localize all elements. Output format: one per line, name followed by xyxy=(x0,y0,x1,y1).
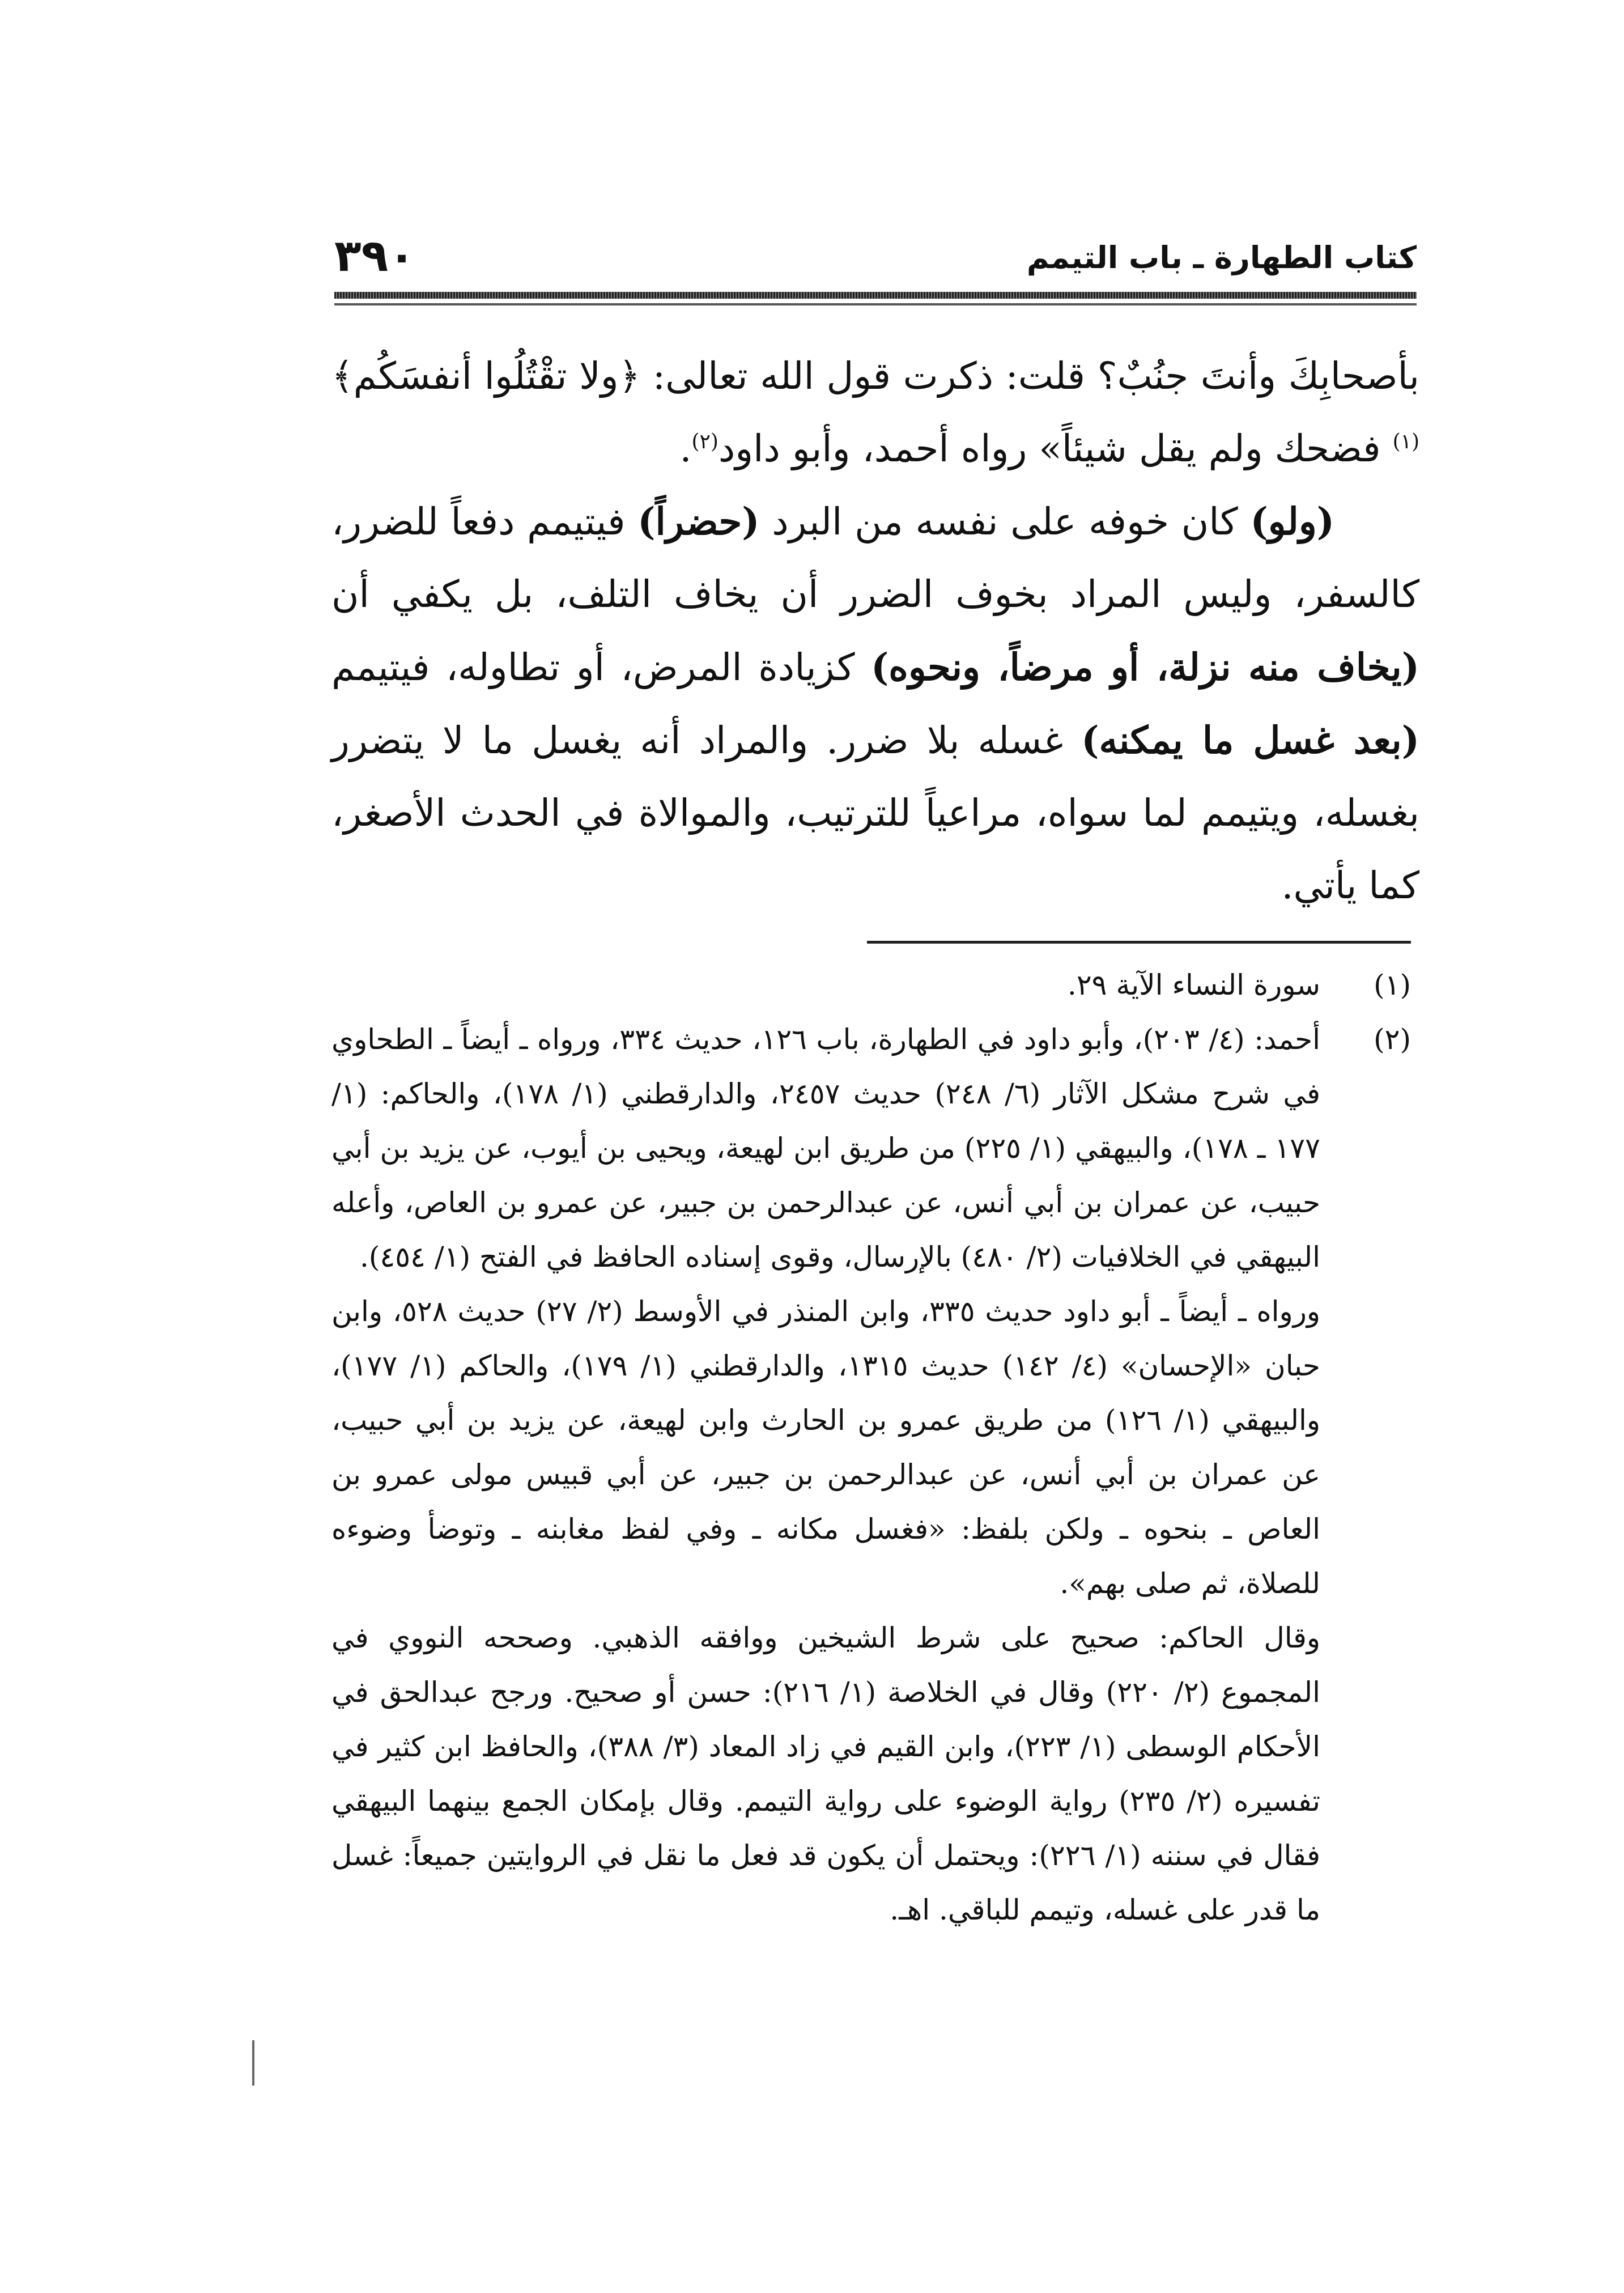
footnote-text: ورواه ـ أيضاً ـ أبو داود حديث ٣٣٥، وابن المنذر في الأوسط (٢/ ٢٧) حديث ٥٢٨، وابن حبان «الإحسان» (٤/ ١٤٢) حديث ١٣١٥، والدارقطني (١/ ١٧٩)، والحاكم (١/ ١٧٧)، والبيهقي (١/ ١٢٦) من طريق عمرو بن الحارث وابن لهيعة، عن يزيد بن أبي حبيب، عن عمران بن أبي أنس، عن عبدالرحمن بن جبير، عن أبي قبيس مولى عمرو بن العاص ـ بنحوه ـ ولكن بلفظ: «فغسل مكانه ـ وفي لفظ مغابنه ـ وتوضأ وضوءه للصلاة، ثم صلى بهم». xyxy=(331,1295,1320,1600)
p1-text: بأصحابِكَ وأنتَ جنُبٌ؟ قلت: ذكرت قول الله تعالى: ﴿ولا تقْتُلُوا أنفسَكُم﴾ xyxy=(331,354,1419,398)
footnote-number: (٢) xyxy=(1374,1023,1411,1056)
main-text xyxy=(331,340,1419,922)
running-title: كتاب الطهارة ـ باب التيمم xyxy=(1026,240,1417,275)
matn-يخاف: (يخاف منه نزلة، أو مرضاً، ونحوه) xyxy=(871,645,1420,689)
footnote-text: أحمد: (٤/ ٢٠٣)، وأبو داود في الطهارة، باب ١٢٦، حديث ٣٣٤، ورواه ـ أيضاً ـ الطحاوي في شرح مشكل الآثار (٦/ ٢٤٨) حديث ٢٤٥٧، والدارقطني (١/ ١٧٨)، والحاكم: (١/ ١٧٧ ـ ١٧٨)، والبيهقي (١/ ٢٢٥) من طريق ابن لهيعة، ويحيى بن أيوب، عن يزيد بن أبي حبيب، عن عمران بن أبي أنس، عن عبدالرحمن بن جبير، عن عمرو بن العاص، وأعله البيهقي في الخلافيات (٢/ ٤٨٠) بالإرسال، وقوى إسناده الحافظ في الفتح (١/ ٤٥٤). xyxy=(331,1023,1321,1273)
footnote-2 xyxy=(331,1012,1417,1937)
p2-text1: كان خوفه على نفسه من البرد xyxy=(759,500,1251,543)
footnote-number: (١) xyxy=(1374,969,1411,1001)
footnote-text: وقال الحاكم: صحيح على شرط الشيخين ووافقه الذهبي. وصححه النووي في المجموع (٢/ ٢٢٠) وقال في الخلاصة (١/ ٢١٦): حسن أو صحيح. ورجح عبدالحق في الأحكام الوسطى (١/ ٢٢٣)، وابن القيم في زاد المعاد (٣/ ٣٨٨)، والحافظ ابن كثير في تفسيره (٢/ ٢٣٥) رواية الوضوء على رواية التيمم. وقال بإمكان الجمع بينهما البيهقي فقال في سننه (١/ ٢٢٦): ويحتمل أن يكون قد فعل ما نقل في الروايتين جميعاً: غسل ما قدر على غسله، وتيمم للباقي. اهـ. xyxy=(331,1621,1320,1926)
paragraph-2 xyxy=(331,485,1419,922)
matn-بعد-غسل: (بعد غسل ما يمكنه) xyxy=(1081,718,1419,762)
footnote-ref-2: (٢) xyxy=(691,430,719,453)
footnote-ref-1: (١) xyxy=(1392,430,1419,453)
matn-ولو: (ولو) xyxy=(1250,499,1334,543)
margin-mark xyxy=(252,2040,254,2086)
p2-text2: فيتيمم دفعاً للضرر، كالسفر، وليس المراد بخوف الضرر أن يخاف التلف، بل يكفي أن xyxy=(331,500,1419,616)
page-header xyxy=(334,232,1417,283)
p1-text2: فضحك ولم يقل شيئاً» رواه أحمد، وأبو داود xyxy=(718,427,1393,470)
footnote-text: سورة النساء الآية ٢٩. xyxy=(1067,969,1320,1001)
footnotes xyxy=(331,958,1417,1937)
p1-end: . xyxy=(679,427,692,470)
page-number: ٣٩٠ xyxy=(334,231,415,282)
footnote-1 xyxy=(331,958,1417,1012)
header-rule xyxy=(334,292,1417,299)
footnote-separator xyxy=(867,941,1411,944)
p2-text3: كزيادة المرض، أو تطاوله، فيتيمم xyxy=(331,646,871,689)
paragraph-1 xyxy=(331,340,1419,485)
matn-حضرا: (حضراً) xyxy=(637,499,760,543)
header-rule-thin xyxy=(334,303,1417,305)
p2-text4: غسله بلا ضرر. والمراد أنه يغسل ما لا يتضرر بغسله، ويتيمم لما سواه، مراعياً للترتيب، والموالاة في الحدث الأصغر، كما يأتي. xyxy=(331,719,1419,907)
